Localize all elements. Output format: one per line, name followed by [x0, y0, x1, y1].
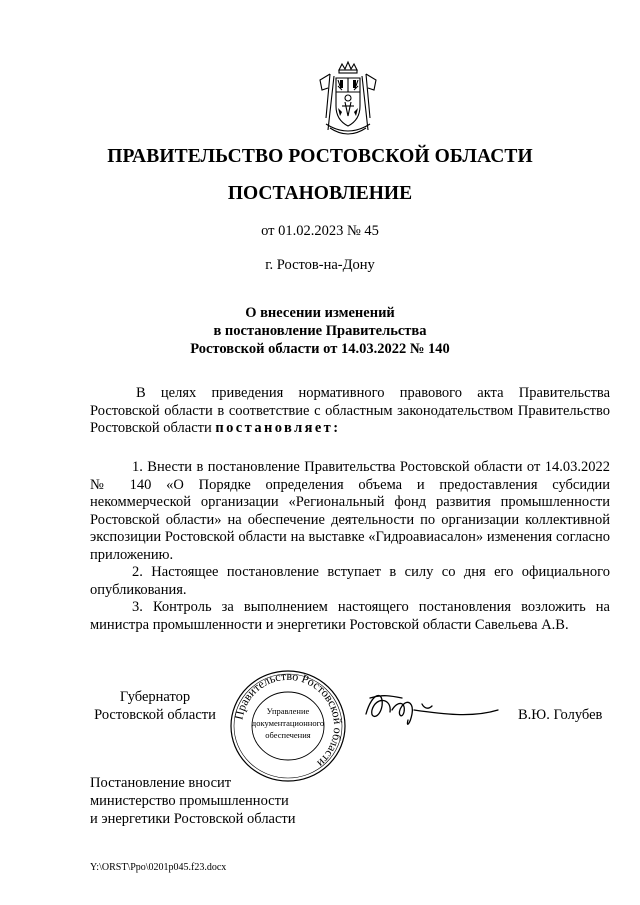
stamp-line: документационного: [251, 718, 325, 728]
submitted-by-line: министерство промышленности: [90, 793, 289, 809]
stamp-ring-text: Правительство Ростовской области: [231, 668, 346, 771]
decree-items: [90, 459, 610, 634]
preamble-text: В целях приведения нормативного правового акта Правительства Ростовской области в соответствие с областным законодательством Правительство Ростовской области: [90, 385, 610, 436]
coat-of-arms-icon: [312, 60, 384, 138]
document-subject: [0, 304, 640, 358]
official-stamp: [228, 668, 348, 784]
preamble-paragraph: [90, 385, 610, 438]
signatory-name: В.Ю. Голубев: [518, 707, 603, 723]
file-path: Y:\ORST\Ppo\0201p045.f23.docx: [90, 862, 227, 873]
stamp-line: обеспечения: [265, 730, 311, 740]
subject-line: О внесении изменений: [245, 305, 395, 321]
signatory-title: [90, 688, 220, 724]
decree-item: 2. Настоящее постановление вступает в силу со дня его официального опубликования.: [90, 564, 610, 598]
decree-item: 1. Внести в постановление Правительства Ростовской области от 14.03.2022 № 140 «О Порядке определения объема и предоставления субсидии некоммерческой организации «Региональный фонд развития промышленности Ростовской области» на обеспечение деятельности по организации коллективной экспозиции Ростовской области на выставке «Гидроавиасалон» изменения согласно приложению.: [90, 459, 610, 563]
stamp-line: Управление: [266, 706, 310, 716]
decree-item: 3. Контроль за выполнением настоящего постановления возложить на министра промышленности и энергетики Ростовской области Савельева А.В.: [90, 599, 610, 633]
preamble: [90, 385, 610, 438]
subject-line: Ростовской области от 14.03.2022 № 140: [190, 341, 450, 357]
submitted-by-line: и энергетики Ростовской области: [90, 811, 296, 827]
handwritten-signature: [362, 684, 502, 732]
decree-word: постановляет:: [215, 420, 341, 436]
document-type: ПОСТАНОВЛЕНИЕ: [227, 183, 413, 204]
signatory-title-line: Ростовской области: [94, 707, 216, 723]
signatory-title-line: Губернатор: [119, 689, 191, 705]
subject-line: в постановление Правительства: [213, 323, 427, 339]
document-date-number: от 01.02.2023 № 45: [261, 223, 379, 239]
submitted-by-note: [90, 774, 296, 828]
submitted-by-line: Постановление вносит: [90, 775, 232, 791]
document-city: г. Ростов-на-Дону: [265, 257, 375, 273]
government-title: ПРАВИТЕЛЬСТВО РОСТОВСКОЙ ОБЛАСТИ: [107, 146, 533, 167]
